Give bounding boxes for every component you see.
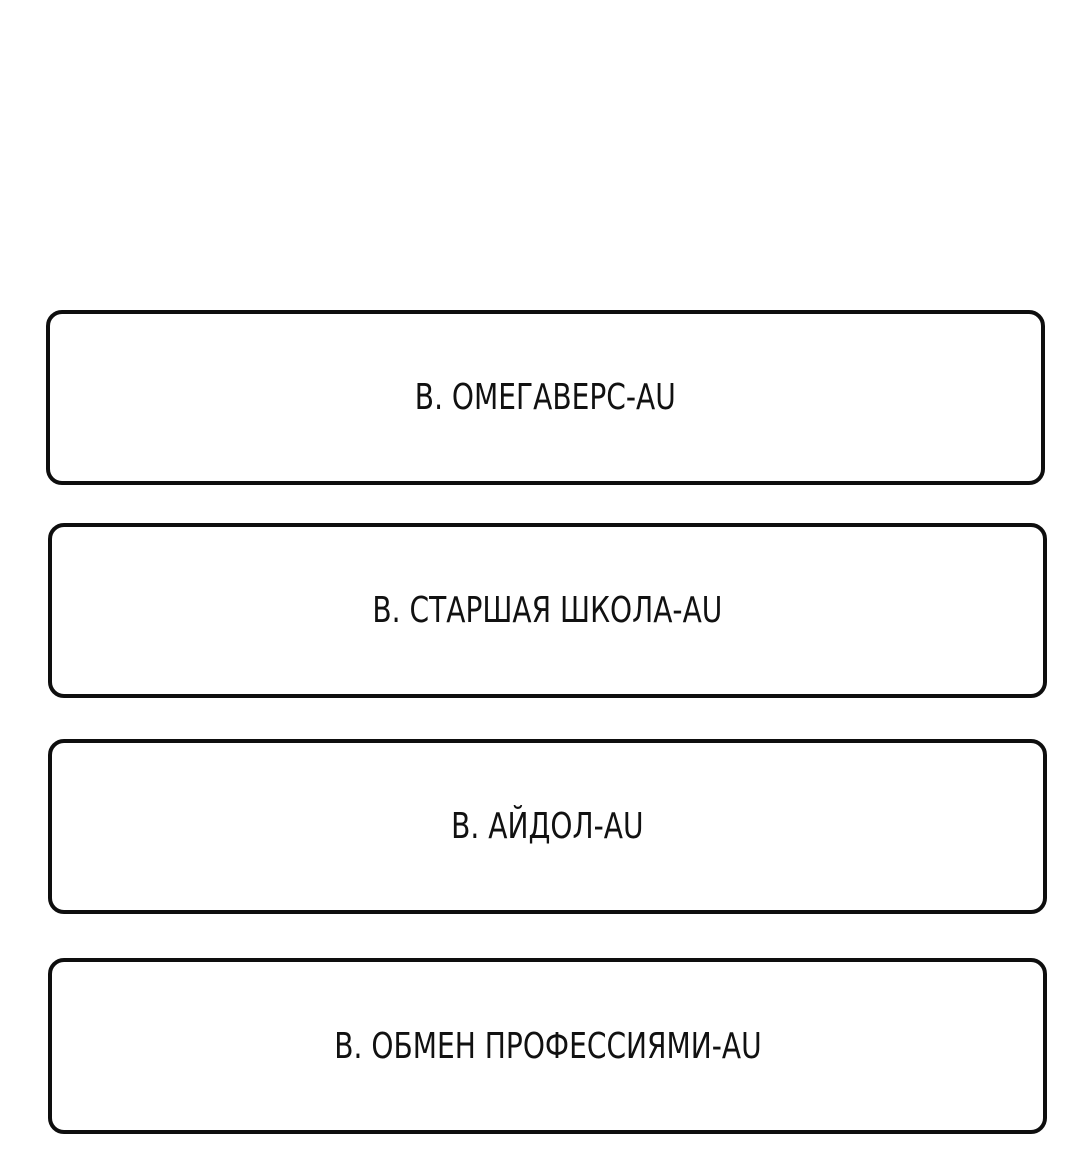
choice-button-job-swap[interactable]	[48, 958, 1047, 1134]
choice-button-idol[interactable]	[48, 739, 1047, 914]
choice-button-high-school[interactable]	[48, 523, 1047, 698]
choice-label: B. ОБМЕН ПРОФЕССИЯМИ-AU	[333, 1025, 762, 1067]
choice-label: B. ОМЕГАВЕРС-AU	[415, 377, 676, 418]
choice-label: B. СТАРШАЯ ШКОЛА-AU	[372, 590, 723, 631]
choice-label: B. АЙДОЛ-AU	[451, 806, 644, 847]
choice-button-omegaverse[interactable]	[46, 310, 1045, 485]
